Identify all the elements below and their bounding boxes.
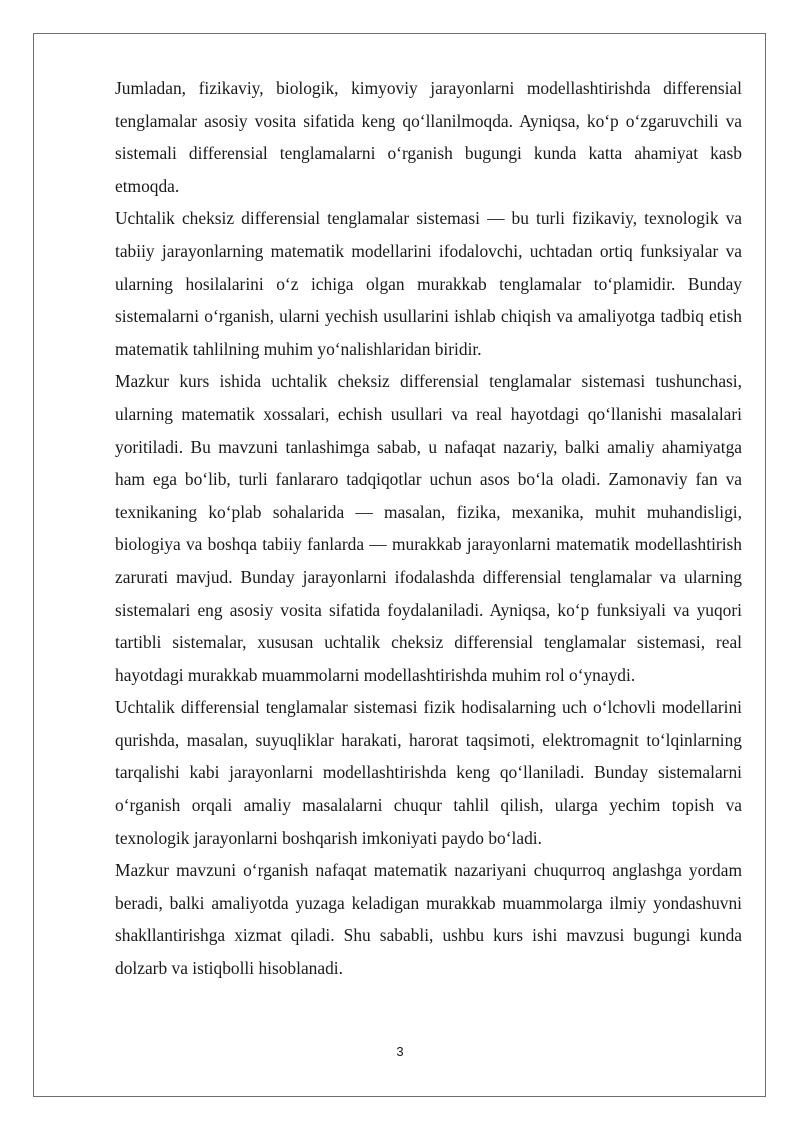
paragraph-relevance: Mazkur mavzuni o‘rganish nafaqat matematik nazariyani chuqurroq anglashga yordam beradi, balki amaliyotda yuzaga keladigan murakkab muammolarga ilmiy yondashuvni shakllantirishga xizmat qiladi. Shu sababli, ushbu kurs ishi mavzusi bugungi kunda dolzarb va istiqbolli hisoblanadi. (115, 860, 742, 979)
paragraph-course-scope: Mazkur kurs ishida uchtalik cheksiz differensial tenglamalar sistemasi tushunchasi, ularning matematik xossalari, echish usullari va real hayotdagi qo‘llanishi masalalari yoritiladi. Bu mavzuni tanlashimga sabab, u nafaqat nazariy, balki amaliy ahamiyatga ham ega bo‘lib, turli fanlararo tadqiqotlar uchun asos bo‘la oladi. Zamonaviy fan va texnikaning ko‘plab sohalarida — masalan, fizika, mexanika, muhit muhandisligi, biologiya va boshqa tabiiy fanlarda — murakkab jarayonlarni matematik modellashtirish zarurati mavjud. Bunday jarayonlarni ifodalashda differensial tenglamalar va ularning sistemalari eng asosiy vosita sifatida foydalaniladi. Ayniqsa, ko‘p funksiyali va yuqori tartibli sistemalar, xususan uchtalik cheksiz differensial tenglamalar sistemasi, real hayotdagi murakkab muammolarni modellashtirishda muhim rol o‘ynaydi. (115, 371, 742, 685)
paragraph-intro: Jumladan, fizikaviy, biologik, kimyoviy jarayonlarni modellashtirishda differensial tenglamalar asosiy vosita sifatida keng qo‘llanilmoqda. Ayniqsa, ko‘p o‘zgaruvchili va sistemali differensial tenglamalarni o‘rganish bugungi kunda katta ahamiyat kasb etmoqda. (115, 78, 742, 196)
document-body (115, 72, 742, 985)
page-number: 3 (396, 1044, 404, 1059)
paragraph-definition: Uchtalik cheksiz differensial tenglamalar sistemasi — bu turli fizikaviy, texnologik va tabiiy jarayonlarning matematik modellarini ifodalovchi, uchtadan ortiq funksiyalar va ularning hosilalarini o‘z ichiga olgan murakkab tenglamalar to‘plamidir. Bunday sistemalarni o‘rganish, ularni yechish usullarini ishlab chiqish va amaliyotga tadbiq etish matematik tahlilning muhim yo‘nalishlaridan biridir. (115, 208, 742, 359)
paragraph-applications: Uchtalik differensial tenglamalar sistemasi fizik hodisalarning uch o‘lchovli modellarini qurishda, masalan, suyuqliklar harakati, harorat taqsimoti, elektromagnit to‘lqinlarning tarqalishi kabi jarayonlarni modellashtirishda keng qo‘llaniladi. Bunday sistemalarni o‘rganish orqali amaliy masalalarni chuqur tahlil qilish, ularga yechim topish va texnologik jarayonlarni boshqarish imkoniyati paydo bo‘ladi. (115, 697, 742, 848)
